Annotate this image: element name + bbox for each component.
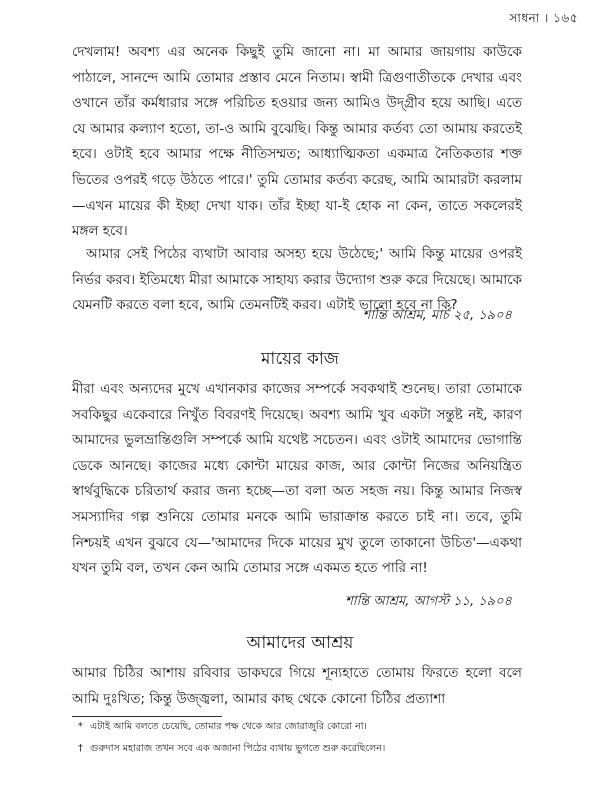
body-paragraph: মীরা এবং অন্যদের মুখে এখানকার কাজের সম্পর্কে সবকথাই শুনেছ। তারা তোমাকে সবকিছুর একেবারে নিখুঁত বিবরণই দিয়েছে। অবশ্য আমি খুব একটা সন্তুষ্ট নই, কারণ আমাদের ভুলভ্রান্তিগুলি সম্পর্কে আমি যথেষ্ট সচেতন। এবং ওটাই আমাদের ভোগান্তি ডেকে আনছে। কাজের মধ্যে কোন্টা মায়ের কাজ, আর কোন্টা নিজের অনিয়ন্ত্রিত স্বার্থবুদ্ধিকে চরিতার্থ করার জন্য হচ্ছে—তা বলা অত সহজ নয়। কিন্তু আমার নিজস্ব সমস্যাদির গল্প শুনিয়ে তোমার মনকে আমি ভারাক্রান্ত করতে চাই না। তবে, তুমি নিশ্চয়ই এখন বুঝবে যে—'আমাদের দিকে মায়ের মুখ তুলে তাকানো উচিত'—একথা যখন তুমি বল, তখন কেন আমি তোমার সঙ্গে একমত হতে পারি না!	[72, 381, 522, 577]
footnote-marker: *	[78, 721, 83, 732]
footnote-marker: †	[78, 743, 83, 754]
running-head: সাধনা । ১৬৫	[509, 11, 578, 25]
footnote-divider	[72, 716, 222, 717]
footnote	[78, 742, 530, 756]
section-heading: মায়ের কাজ	[260, 349, 339, 369]
footnote-text: এটাই আমি বলতে চেয়েছি, তোমার পক্ষ থেকে আর জোরাজুরি কোরো না।	[90, 721, 367, 732]
letter-signature: শান্তি আশ্রম, মার্চ ২৫, ১৯০৪	[362, 308, 512, 323]
letter-signature: শান্তি আশ্রম, আগস্ট ১১, ১৯০৪	[345, 594, 512, 609]
body-paragraph: আমার সেই পিঠের ব্যথাটা আবার অসহ্য হয়ে উঠেছে;' আমি কিন্তু মায়ের ওপরই নির্ভর করব। ইতিমধ্যে মীরা আমাকে সাহায্য করার উদ্যোগ শুরু করে দিয়েছে। আমাকে যেমনটি করতে বলা হবে, আমি তেমনটিই করব। এটাই ভালো হবে না কি?	[72, 246, 522, 314]
body-paragraph: দেখলাম! অবশ্য এর অনেক কিছুই তুমি জানো না। মা আমার জায়গায় কাউকে পাঠালে, সানন্দে আমি তোমার প্রস্তাব মেনে নিতাম। স্বামী ত্রিগুণাতীতকে দেখার এবং ওখানে তাঁর কর্মধারার সঙ্গে পরিচিত হওয়ার জন্য আমিও উদ্গ্রীব হয়ে আছি। এতে যে আমার কল্যাণ হতো, তা-ও আমি বুঝেছি। কিন্তু আমার কর্তব্য তো আমায় করতেই হবে। ওটাই হবে আমার পক্ষে নীতিসম্মত; আধ্যাত্মিকতা একমাত্র নৈতিকতার শক্ত ভিতের ওপরই গড়ে উঠতে পারে।' তুমি তোমার কর্তব্য করেছ, আমি আমারটা করলাম—এখন মায়ের কী ইচ্ছা দেখা যাক। তাঁর ইচ্ছা যা-ই হোক না কেন, তাতে সকলেরই মঙ্গল হবে।	[72, 44, 522, 240]
footnote-text: গুরুদাস মহারাজ তখন সবে এক অজানা পিঠের ব্যথায় ভুগতে শুরু করেছিলেন।	[90, 743, 386, 754]
body-paragraph: আমার চিঠির আশায় রবিবার ডাকঘরে গিয়ে শূন্যহাতে তোমায় ফিরতে হলো বলে আমি দুঃখিত; কিন্তু উজ্জ্বলা, আমার কাছ থেকে কোনো চিঠির প্রত্যাশা	[72, 665, 522, 707]
section-heading: আমাদের আশ্রয়	[246, 633, 354, 653]
footnote	[78, 720, 530, 734]
